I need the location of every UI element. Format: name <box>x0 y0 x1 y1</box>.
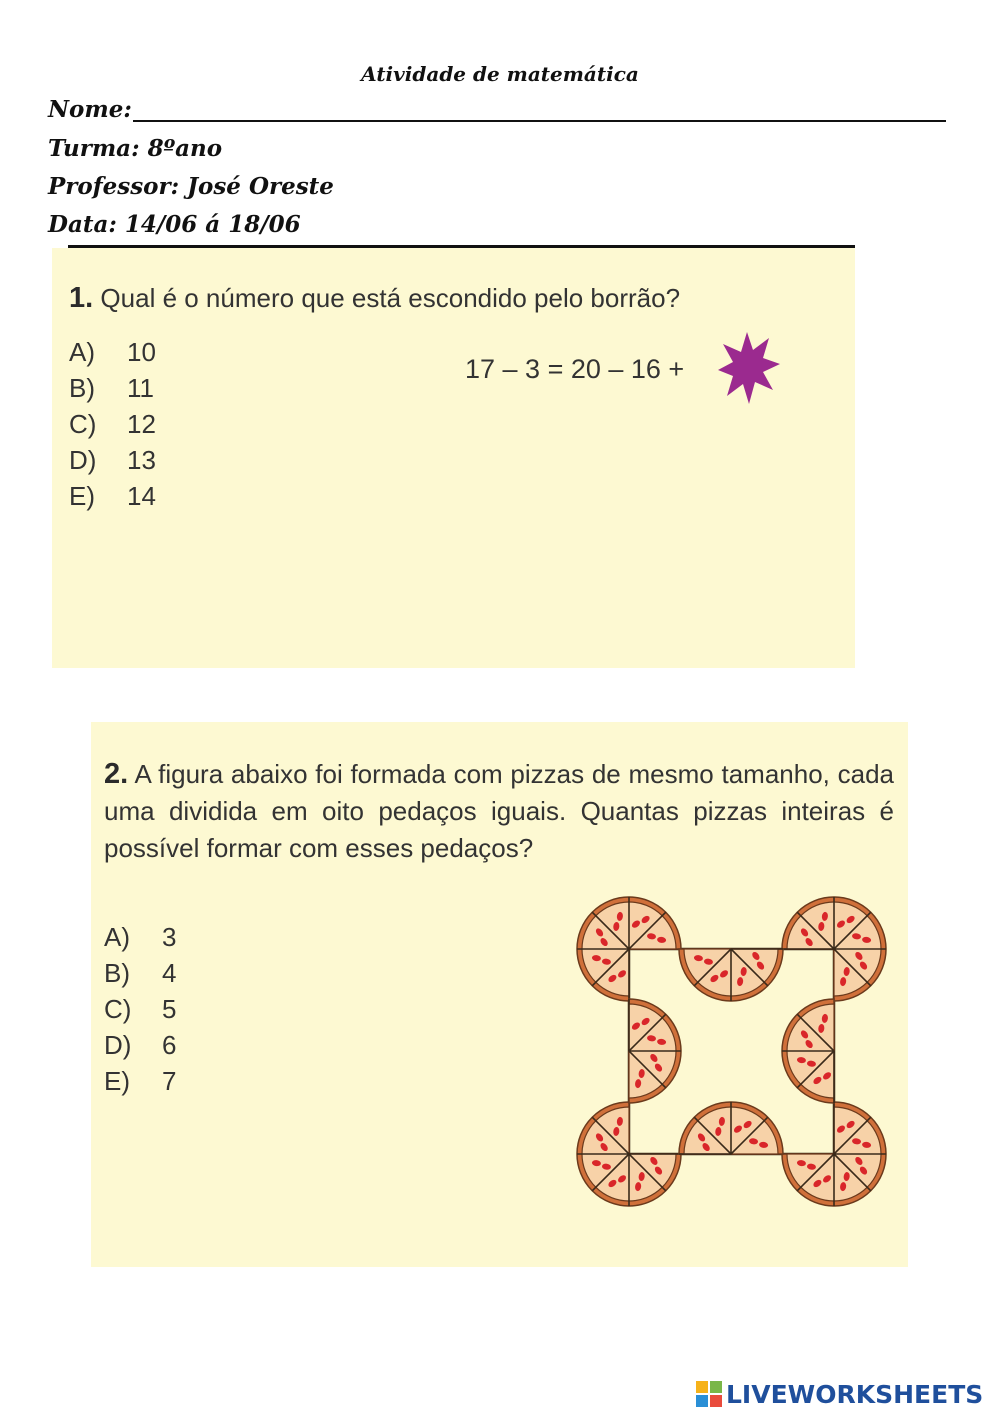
liveworksheets-logo-icon <box>696 1381 722 1407</box>
option-e[interactable]: E) 14 <box>69 481 156 511</box>
equation: 17 – 3 = 20 – 16 + <box>465 354 685 384</box>
pizza-piece <box>629 999 681 1103</box>
question-1-panel <box>52 248 855 668</box>
option-d[interactable]: D) 6 <box>104 1030 177 1060</box>
option-b[interactable]: B) 11 <box>69 373 154 403</box>
name-answer-line <box>133 120 946 122</box>
worksheet-title: Atividade de matemática <box>361 62 639 86</box>
class-label: Turma: 8ºano <box>48 135 223 162</box>
question-2-options <box>104 919 176 1099</box>
option-a[interactable]: A) 3 <box>104 922 177 952</box>
question-2-text: A figura abaixo foi formada com pizzas de mesmo tamanho, cada uma dividida em oito pedaços iguais. Quantas pizzas inteiras é possível formar com esses pedaços? <box>104 759 894 863</box>
pizza-piece <box>782 1102 886 1206</box>
pizza-piece <box>782 897 886 1001</box>
option-a[interactable]: A) 10 <box>69 337 156 367</box>
pizza-piece <box>577 1102 681 1206</box>
question-2-number: 2. <box>104 758 129 790</box>
option-b[interactable]: B) 4 <box>104 958 177 988</box>
option-d[interactable]: D) 13 <box>69 445 156 475</box>
pizza-pieces-figure <box>574 894 904 1224</box>
question-2-panel <box>91 722 908 1267</box>
question-2-prompt <box>104 756 894 867</box>
ink-blot-icon <box>717 330 781 406</box>
pizza-piece <box>679 949 783 1001</box>
pizza-piece <box>577 897 681 1001</box>
pizza-piece <box>782 999 834 1103</box>
brand-name: LIVEWORKSHEETS <box>726 1379 984 1409</box>
pizza-piece <box>679 1102 783 1154</box>
liveworksheets-logo <box>696 1377 983 1411</box>
option-e[interactable]: E) 7 <box>104 1066 177 1096</box>
date-label: Data: 14/06 á 18/06 <box>48 211 301 238</box>
question-1-text: Qual é o número que está escondido pelo borrão? <box>100 283 681 313</box>
question-1-prompt <box>69 282 680 315</box>
name-label: Nome: <box>48 96 132 123</box>
question-1-options <box>69 334 156 514</box>
option-c[interactable]: C) 12 <box>69 409 156 439</box>
question-1-number: 1. <box>69 282 94 314</box>
option-c[interactable]: C) 5 <box>104 994 177 1024</box>
teacher-label: Professor: José Oreste <box>48 173 334 200</box>
